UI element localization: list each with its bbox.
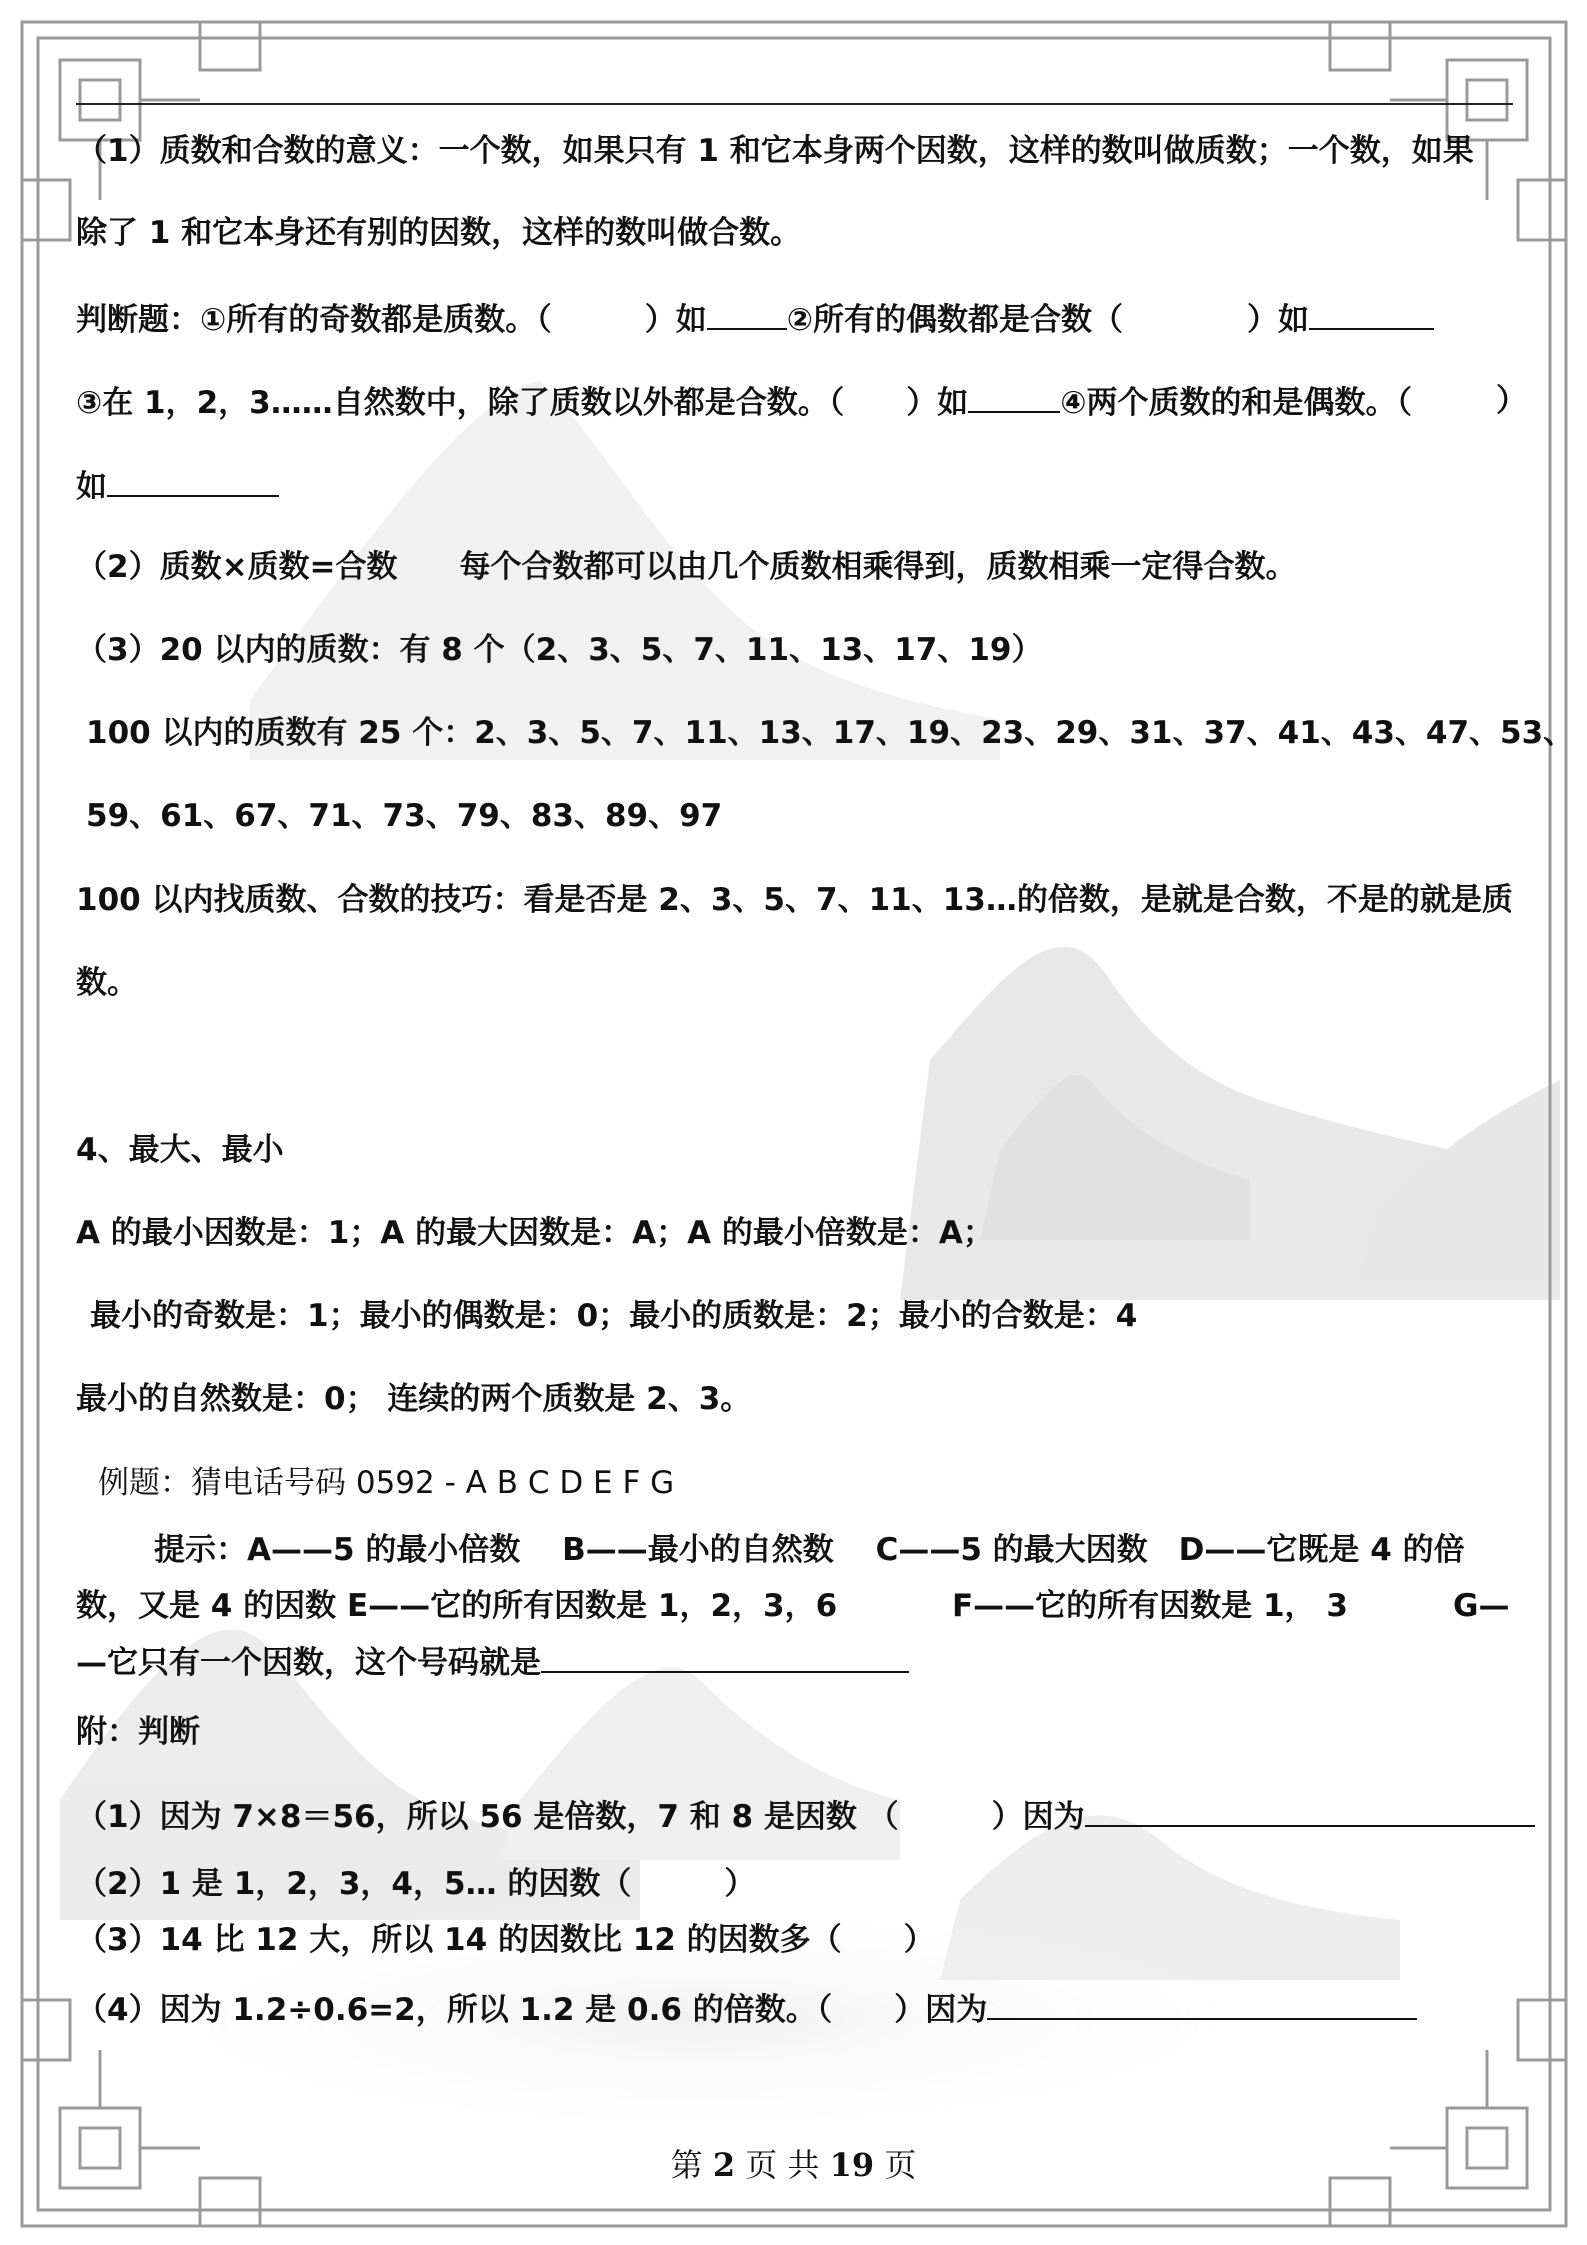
judgement-line-1	[76, 298, 1434, 340]
header-rule	[76, 103, 1513, 105]
text-line: （3）20 以内的质数：有 8 个（2、3、5、7、11、13、17、19）	[76, 632, 1043, 668]
answer-blank[interactable]	[1309, 298, 1434, 330]
answer-blank[interactable]	[968, 381, 1060, 413]
item-4-text: （4）因为 1.2÷0.6=2，所以 1.2 是 0.6 的倍数。（ ）因为	[76, 1992, 988, 2028]
text-line: 100 以内找质数、合数的技巧：看是否是 2、3、5、7、11、13…的倍数，是就是合数，不是的就是质	[76, 882, 1513, 918]
footer-middle: 页 共	[745, 2146, 820, 2184]
item-1-text: （1）因为 7×8＝56，所以 56 是倍数，7 和 8 是因数 （ ）因为	[76, 1799, 1085, 1835]
judgement-item: （3）14 比 12 大，所以 14 的因数比 12 的因数多（ ）	[76, 1922, 935, 1958]
text-line: A 的最小因数是：1；A 的最大因数是：A；A 的最小倍数是：A；	[76, 1215, 994, 1251]
total-page-number: 19	[829, 2146, 875, 2184]
example-line	[76, 465, 279, 507]
answer-blank[interactable]	[1085, 1795, 1535, 1827]
phone-question: —它只有一个因数，这个号码就是	[76, 1645, 541, 1681]
page-footer	[0, 2145, 1587, 2185]
closing-paren: ）	[1496, 383, 1527, 419]
question-4-text: ④两个质数的和是偶数。（	[1060, 385, 1412, 421]
answer-blank[interactable]	[541, 1641, 909, 1673]
example-title: 例题：猜电话号码 0592 - A B C D E F G	[98, 1465, 675, 1501]
question-1-text: 判断题：①所有的奇数都是质数。（ ）如	[76, 302, 707, 338]
hint-line: 提示：A——5 的最小倍数 B——最小的自然数 C——5 的最大因数 D——它既是 4 的倍	[154, 1532, 1465, 1568]
text-line: （1）质数和合数的意义：一个数，如果只有 1 和它本身两个因数，这样的数叫做质数；一个数，如果	[76, 133, 1474, 169]
answer-blank[interactable]	[107, 465, 279, 497]
text-line: 100 以内的质数有 25 个：2、3、5、7、11、13、17、19、23、29、31、37、41、43、47、53、	[86, 715, 1575, 751]
judgement-item	[76, 1988, 1417, 2030]
text-line: 最小的自然数是：0； 连续的两个质数是 2、3。	[76, 1381, 752, 1417]
appendix-heading: 附：判断	[76, 1714, 200, 1750]
judgement-item	[76, 1795, 1535, 1837]
section-heading: 4、最大、最小	[76, 1132, 284, 1168]
judgement-item: （2）1 是 1，2，3，4，5… 的因数（ ）	[76, 1866, 756, 1902]
footer-suffix: 页	[884, 2146, 917, 2184]
hint-line: 数，又是 4 的因数 E——它的所有因数是 1，2，3，6	[76, 1588, 838, 1624]
question-3-text: ③在 1，2，3……自然数中，除了质数以外都是合数。（ ）如	[76, 385, 969, 421]
answer-blank[interactable]	[987, 1988, 1417, 2020]
example-label: 如	[76, 469, 107, 505]
current-page-number: 2	[712, 2146, 736, 2184]
footer-prefix: 第	[670, 2146, 703, 2184]
answer-line	[76, 1641, 909, 1683]
hint-line: G—	[1453, 1588, 1510, 1624]
text-line: （2）质数×质数=合数 每个合数都可以由几个质数相乘得到，质数相乘一定得合数。	[76, 549, 1297, 585]
hint-line: F——它的所有因数是 1， 3	[952, 1588, 1348, 1624]
text-line: 最小的奇数是：1；最小的偶数是：0；最小的质数是：2；最小的合数是：4	[90, 1298, 1138, 1334]
text-line: 除了 1 和它本身还有别的因数，这样的数叫做合数。	[76, 215, 802, 251]
text-line: 59、61、67、71、73、79、83、89、97	[86, 798, 723, 834]
text-line: 数。	[76, 965, 138, 1001]
answer-blank[interactable]	[707, 298, 787, 330]
judgement-line-2	[76, 381, 1412, 423]
question-2-text: ②所有的偶数都是合数（ ）如	[786, 302, 1309, 338]
